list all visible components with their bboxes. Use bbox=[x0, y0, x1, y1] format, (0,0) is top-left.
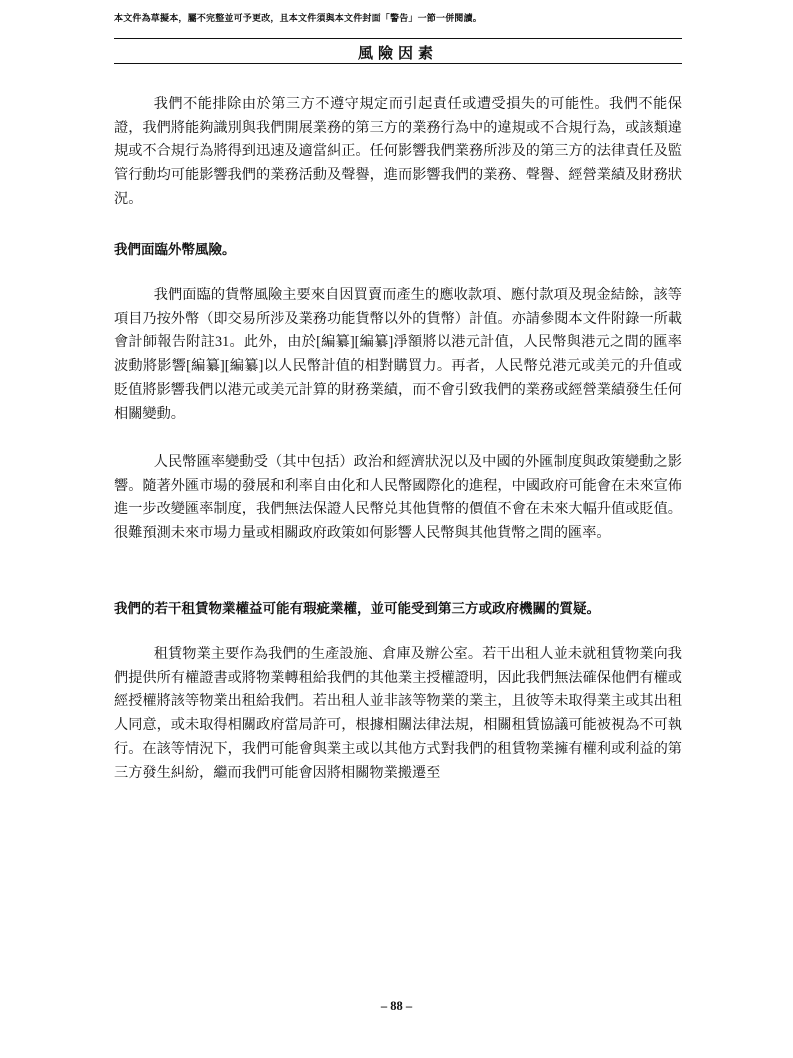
body-paragraph: 我們不能排除由於第三方不遵守規定而引起責任或遭受損失的可能性。我們不能保證，我們將能夠識別與我們開展業務的第三方的業務行為中的違規或不合規行為，或該類違規或不合規行為將得到迅速及適當糾正。任何影響我們業務所涉及的第三方的法律責任及監管行動均可能影響我們的業務活動及聲譽，進而影響我們的業務、聲譽、經營業績及財務狀況。 bbox=[114, 96, 682, 207]
risk-heading: 我們面臨外幣風險。 bbox=[114, 242, 236, 257]
page-number: – 88 – bbox=[380, 999, 413, 1013]
body-paragraph: 人民幣匯率變動受（其中包括）政治和經濟狀況以及中國的外匯制度與政策變動之影響。隨著外匯市場的發展和利率自由化和人民幣國際化的進程，中國政府可能會在未來宣佈進一步改變匯率制度，我們無法保證人民幣兑其他貨幣的價值不會在未來大幅升值或貶值。很難預測未來市場力量或相關政府政策如何影響人民幣與其他貨幣之間的匯率。 bbox=[114, 454, 682, 542]
body-paragraph: 我們面臨的貨幣風險主要來自因買賣而產生的應收款項、應付款項及現金結餘，該等項目乃按外幣（即交易所涉及業務功能貨幣以外的貨幣）計值。亦請參閱本文件附錄一所載會計師報告附註31。此外，由於[編纂][編纂]淨額將以港元計值，人民幣與港元之間的匯率波動將影響[編纂][編纂]以人民幣計值的相對購買力。再者，人民幣兑港元或美元的升值或貶值將影響我們以港元或美元計算的財務業績，而不會引致我們的業務或經營業績發生任何相關變動。 bbox=[114, 287, 682, 422]
header-rule-top bbox=[114, 38, 682, 39]
section-title: 風險因素 bbox=[357, 45, 438, 62]
draft-disclaimer: 本文件為草擬本，屬不完整並可予更改，且本文件須與本文件封面「警告」一節一併閱讀。 bbox=[114, 13, 483, 23]
risk-heading: 我們的若干租賃物業權益可能有瑕疵業權，並可能受到第三方或政府機關的質疑。 bbox=[114, 601, 600, 616]
header-rule-bottom bbox=[114, 63, 682, 64]
body-paragraph: 租賃物業主要作為我們的生產設施、倉庫及辦公室。若干出租人並未就租賃物業向我們提供所有權證書或將物業轉租給我們的其他業主授權證明，因此我們無法確保他們有權或經授權將該等物業出租給我們。若出租人並非該等物業的業主，且彼等未取得業主或其出租人同意，或未取得相關政府當局許可，根據相關法律法規，相關租賃協議可能被視為不可執行。在該等情況下，我們可能會與業主或以其他方式對我們的租賃物業擁有權利或利益的第三方發生糾紛，繼而我們可能會因將相關物業搬遷至 bbox=[114, 646, 682, 781]
